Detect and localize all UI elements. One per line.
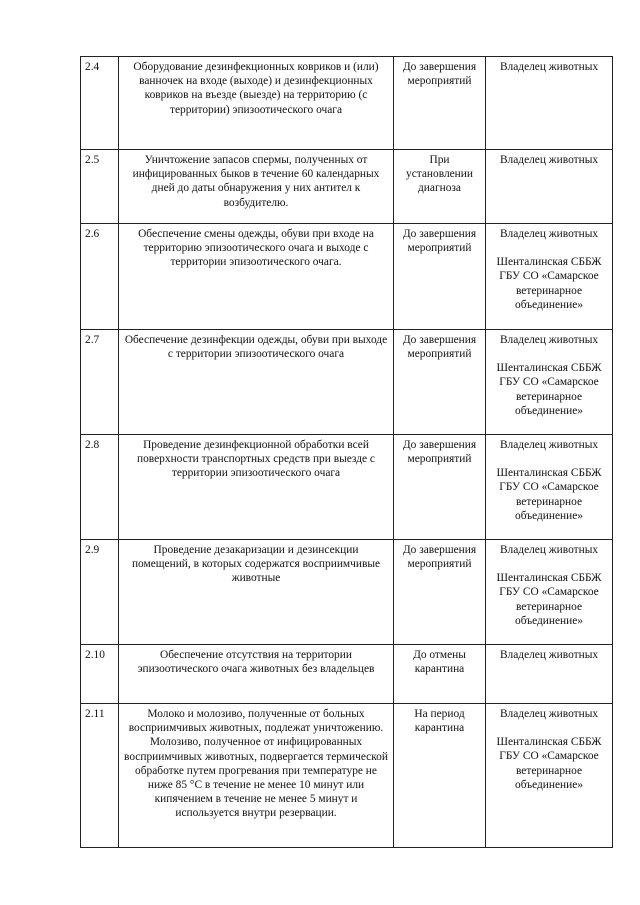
responsible-cell xyxy=(486,57,613,150)
deadline-text: До завершения мероприятий xyxy=(394,330,486,435)
table-row xyxy=(81,435,613,540)
row-number: 2.8 xyxy=(81,435,119,540)
table-row xyxy=(81,540,613,645)
responsible-owner: Владелец животных xyxy=(499,154,599,166)
measure-text: Обеспечение смены одежды, обуви при входе на территорию эпизоотического очага и выходе с территории эпизоотического очага. xyxy=(119,224,394,330)
responsible-organization: Шенталинская СББЖ ГБУ СО «Самарское ветеринарное объединение» xyxy=(496,256,602,311)
responsible-cell xyxy=(486,645,613,704)
responsible-organization: Шенталинская СББЖ ГБУ СО «Самарское ветеринарное объединение» xyxy=(496,572,602,627)
responsible-owner: Владелец животных xyxy=(499,649,599,661)
measure-text: Проведение дезинфекционной обработки всей поверхности транспортных средств при выезде с территории эпизоотического очага xyxy=(119,435,394,540)
row-number: 2.5 xyxy=(81,150,119,224)
table-row xyxy=(81,224,613,330)
table-row xyxy=(81,330,613,435)
deadline-text: До завершения мероприятий xyxy=(394,540,486,645)
responsible-owner: Владелец животных xyxy=(499,61,599,73)
responsible-organization: Шенталинская СББЖ ГБУ СО «Самарское ветеринарное объединение» xyxy=(496,467,602,522)
responsible-organization: Шенталинская СББЖ ГБУ СО «Самарское ветеринарное объединение» xyxy=(496,362,602,417)
deadline-text: До завершения мероприятий xyxy=(394,435,486,540)
measure-text: Обеспечение отсутствия на территории эпизоотического очага животных без владельцев xyxy=(119,645,394,704)
row-number: 2.7 xyxy=(81,330,119,435)
measure-text: Молоко и молозиво, полученные от больных восприимчивых животных, подлежат уничтожению. Молозиво, полученное от инфицированных восприимчивых животных, подвергается термической обработке путем прогревания при температуре не ниже 85 °С в течение не менее 10 минут или кипячением в течение не менее 5 минут и используется внутри резервации. xyxy=(119,704,394,848)
deadline-text: На период карантина xyxy=(394,704,486,848)
table-row xyxy=(81,645,613,704)
responsible-owner: Владелец животных xyxy=(499,334,599,346)
row-number: 2.10 xyxy=(81,645,119,704)
responsible-owner: Владелец животных xyxy=(499,544,599,556)
table-row xyxy=(81,57,613,150)
row-number: 2.6 xyxy=(81,224,119,330)
responsible-owner: Владелец животных xyxy=(499,708,599,720)
table-row xyxy=(81,704,613,848)
measure-text: Обеспечение дезинфекции одежды, обуви при выходе с территории эпизоотического очага xyxy=(119,330,394,435)
responsible-cell xyxy=(486,704,613,848)
measure-text: Уничтожение запасов спермы, полученных от инфицированных быков в течение 60 календарных дней до даты обнаружения у них антител к возбудителю. xyxy=(119,150,394,224)
deadline-text: До завершения мероприятий xyxy=(394,224,486,330)
responsible-organization: Шенталинская СББЖ ГБУ СО «Самарское ветеринарное объединение» xyxy=(496,736,602,791)
measure-text: Проведение дезакаризации и дезинсекции помещений, в которых содержатся восприимчивые животные xyxy=(119,540,394,645)
row-number: 2.4 xyxy=(81,57,119,150)
responsible-cell xyxy=(486,540,613,645)
row-number: 2.11 xyxy=(81,704,119,848)
measures-table xyxy=(80,56,613,848)
table-row xyxy=(81,150,613,224)
responsible-owner: Владелец животных xyxy=(499,228,599,240)
responsible-cell xyxy=(486,224,613,330)
responsible-cell xyxy=(486,330,613,435)
responsible-cell xyxy=(486,435,613,540)
responsible-owner: Владелец животных xyxy=(499,439,599,451)
deadline-text: До завершения мероприятий xyxy=(394,57,486,150)
deadline-text: При установлении диагноза xyxy=(394,150,486,224)
deadline-text: До отмены карантина xyxy=(394,645,486,704)
responsible-cell xyxy=(486,150,613,224)
measure-text: Оборудование дезинфекционных ковриков и (или) ванночек на входе (выходе) и дезинфекционных ковриков на въезде (выезде) на территорию (с территории) эпизоотического очага xyxy=(119,57,394,150)
row-number: 2.9 xyxy=(81,540,119,645)
